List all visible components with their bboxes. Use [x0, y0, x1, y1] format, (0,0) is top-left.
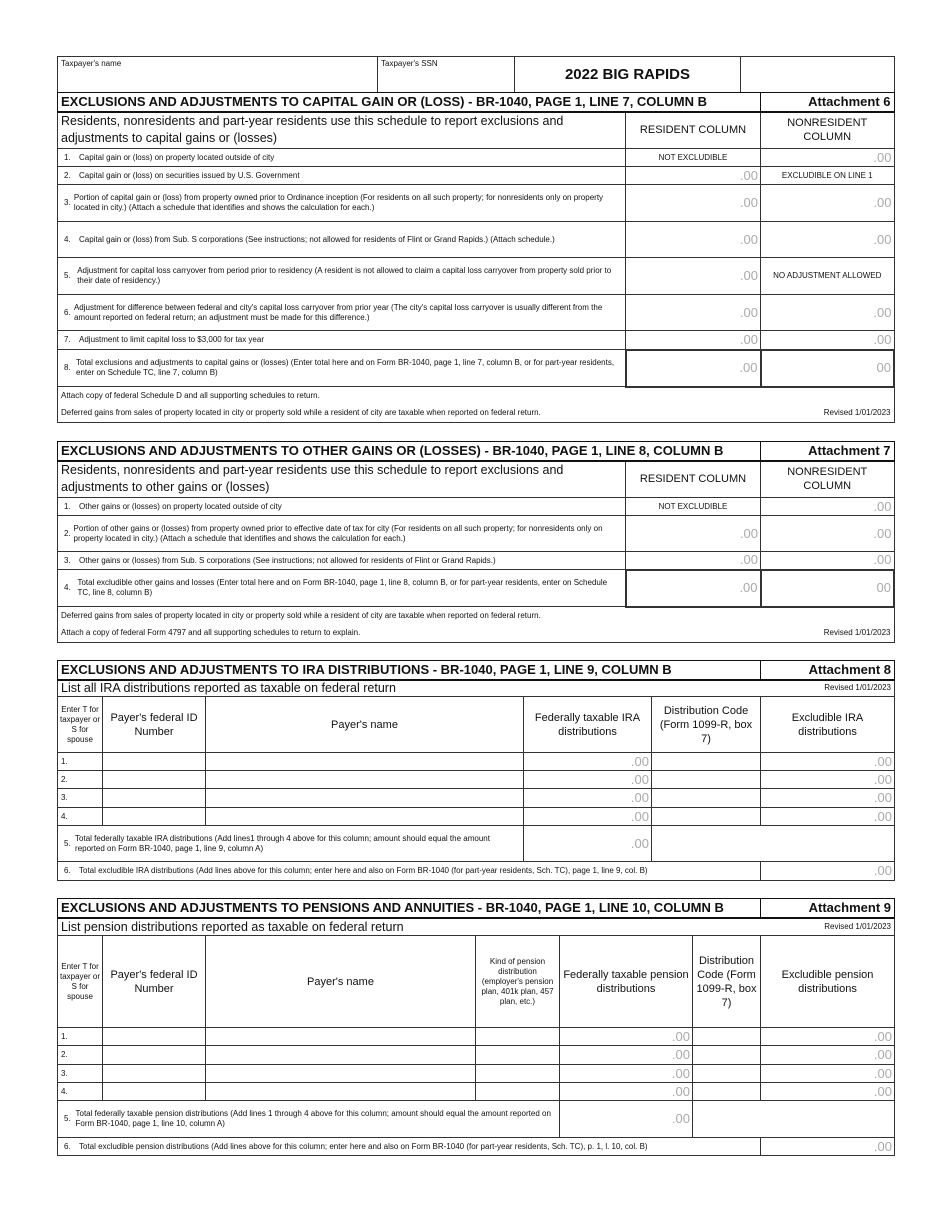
line-number: 3.: [64, 555, 71, 565]
note: Attach a copy of federal Form 4797 and all supporting schedules to return to explain.: [61, 628, 361, 638]
attachment-7-section: [57, 441, 895, 643]
resident-input[interactable]: .00: [626, 258, 761, 295]
col-distribution-code: Distribution Code (Form 1099-R, box 7): [652, 697, 761, 753]
table-row: [58, 1083, 895, 1101]
line-text: Portion of capital gain or (loss) from property owned prior to Ordinance inception (For residents on all such property; for nonresidents only on property located in city.) (Attach a schedule that identifies and shows the calculation for each.): [73, 193, 604, 212]
payer-id-input[interactable]: [103, 771, 206, 789]
form-title: 2022 BIG RAPIDS: [515, 57, 741, 93]
taxable-input[interactable]: .00: [560, 1028, 693, 1046]
excludible-input[interactable]: .00: [761, 1065, 895, 1083]
line-text: Total excludible IRA distributions (Add lines above for this column; enter here and also on Form BR-1040 (for part-year residents, Sch. TC), page 1, line 9, col. B): [79, 866, 648, 875]
table-row: [58, 149, 895, 167]
taxpayer-ssn-label: Taxpayer's SSN: [381, 59, 438, 68]
table-row: [58, 552, 895, 570]
line-text: Total excludible pension distributions (Add lines above for this column; enter here and also on Form BR-1040 (for part-year residents, Sch. TC), p. 1, l. 10, col. B): [79, 1141, 648, 1151]
line-number: 6.: [64, 866, 71, 875]
payer-name-input[interactable]: [206, 1083, 476, 1101]
payer-id-input[interactable]: [103, 1028, 206, 1046]
table-row: [58, 185, 895, 222]
taxable-input[interactable]: .00: [524, 771, 652, 789]
row-number[interactable]: 3.: [58, 789, 103, 808]
nonresident-column-header: NONRESIDENT COLUMN: [761, 461, 894, 498]
line-number: 1.: [64, 152, 71, 162]
code-input[interactable]: [693, 1028, 761, 1046]
resident-input[interactable]: .00: [626, 295, 761, 331]
line-number: 4.: [64, 234, 71, 244]
table-row: [58, 258, 895, 295]
nonresident-cell: EXCLUDIBLE ON LINE 1: [761, 167, 894, 185]
nonresident-input[interactable]: .00: [761, 498, 894, 516]
resident-column-header: RESIDENT COLUMN: [626, 112, 761, 149]
total-excludible-input[interactable]: .00: [761, 1138, 895, 1156]
table-row: [58, 826, 895, 862]
taxable-input[interactable]: .00: [560, 1065, 693, 1083]
line-number: 1.: [64, 501, 71, 511]
resident-input[interactable]: .00: [626, 167, 761, 185]
total-taxable-input[interactable]: .00: [560, 1101, 693, 1138]
nonresident-total-input[interactable]: 00: [761, 570, 894, 607]
note: Deferred gains from sales of property located in city or property sold while a resident of city are taxable when reported on federal return.: [61, 408, 541, 418]
nonresident-total-input[interactable]: 00: [761, 350, 894, 387]
attachment-6-section: [57, 92, 895, 423]
line-text: Capital gain or (loss) on property located outside of city: [79, 152, 275, 162]
col-taxpayer-spouse: Enter T for taxpayer or S for spouse: [58, 936, 103, 1028]
table-row: [58, 1101, 895, 1138]
table-row: [58, 516, 895, 552]
line-text: Adjustment for capital loss carryover from period prior to residency (A resident is not allowed to claim a capital loss carryover from property sold prior to their date of residency.): [77, 266, 612, 285]
nonresident-input[interactable]: .00: [761, 185, 894, 222]
taxpayer-name-field[interactable]: [58, 57, 378, 93]
line-text: Other gains or (losses) on property located outside of city: [79, 501, 282, 511]
note: Deferred gains from sales of property located in city or property sold while a resident of city are taxable when reported on federal return.: [58, 607, 895, 625]
section-title: EXCLUSIONS AND ADJUSTMENTS TO CAPITAL GAIN OR (LOSS) - BR-1040, PAGE 1, LINE 7, COLUMN B: [58, 93, 761, 112]
payer-name-input[interactable]: [206, 1065, 476, 1083]
section-subtitle: List pension distributions reported as taxable on federal return: [58, 918, 761, 936]
payer-id-input[interactable]: [103, 808, 206, 826]
col-payer-name: Payer's name: [206, 936, 476, 1028]
taxable-input[interactable]: .00: [560, 1046, 693, 1065]
col-taxpayer-spouse: Enter T for taxpayer or S for spouse: [58, 697, 103, 753]
nonresident-input[interactable]: .00: [761, 149, 894, 167]
table-row: [58, 1065, 895, 1083]
section-subtitle: List all IRA distributions reported as taxable on federal return: [58, 680, 761, 697]
resident-input[interactable]: .00: [626, 552, 761, 570]
resident-input[interactable]: .00: [626, 185, 761, 222]
taxpayer-name-label: Taxpayer's name: [61, 59, 122, 68]
kind-input[interactable]: [476, 1083, 560, 1101]
line-text: Total excludible other gains and losses (Enter total here and on Form BR-1040, page 1, line 8, column B, or for part-year residents, enter on Schedule TC, line 8, column B): [77, 578, 608, 597]
code-input[interactable]: [652, 771, 761, 789]
nonresident-cell: NO ADJUSTMENT ALLOWED: [761, 258, 894, 295]
revised-date: Revised 1/01/2023: [761, 680, 895, 697]
line-number: 7.: [64, 335, 71, 344]
table-row: [58, 808, 895, 826]
line-number: 5.: [64, 1114, 71, 1123]
line-number: 5.: [64, 271, 71, 280]
payer-id-input[interactable]: [103, 1046, 206, 1065]
revised-date: Revised 1/01/2023: [761, 918, 895, 936]
nonresident-input[interactable]: .00: [761, 222, 894, 258]
payer-id-input[interactable]: [103, 1065, 206, 1083]
line-text: Total exclusions and adjustments to capital gains or (losses) (Enter total here and on Form BR-1040, page 1, line 7, column B, or for part-year residents, enter on Schedule TC, line 7, column B): [76, 358, 615, 377]
form-header: [57, 56, 895, 93]
table-row: [58, 295, 895, 331]
payer-name-input[interactable]: [206, 753, 524, 771]
col-taxable: Federally taxable IRA distributions: [524, 697, 652, 753]
section-intro: Residents, nonresidents and part-year residents use this schedule to report exclusions and adjustments to capital gains or (losses): [58, 112, 626, 149]
payer-name-input[interactable]: [206, 771, 524, 789]
line-text: Adjustment for difference between federal and city's capital loss carryover from prior year (The city's capital loss carryover is usually different from the amount reported on federal return; an adjustment must be made for this difference.): [73, 302, 603, 322]
resident-input[interactable]: .00: [626, 331, 761, 350]
table-row: [58, 753, 895, 771]
attachment-label: Attachment 9: [761, 899, 895, 918]
row-number[interactable]: 4.: [58, 1083, 103, 1101]
column-headers: [58, 936, 895, 1028]
excludible-input[interactable]: .00: [761, 1046, 895, 1065]
col-excludible: Excludible IRA distributions: [761, 697, 895, 753]
line-number: 6.: [64, 1141, 71, 1151]
kind-input[interactable]: [476, 1028, 560, 1046]
revised-date: Revised 1/01/2023: [823, 628, 891, 638]
excludible-input[interactable]: .00: [761, 771, 895, 789]
payer-name-input[interactable]: [206, 1028, 476, 1046]
nonresident-input[interactable]: .00: [761, 295, 894, 331]
line-number: 2.: [64, 170, 71, 180]
excludible-input[interactable]: .00: [761, 789, 895, 808]
excludible-input[interactable]: .00: [761, 1028, 895, 1046]
column-headers: [58, 697, 895, 753]
code-input[interactable]: [652, 789, 761, 808]
line-text: Capital gain or (loss) on securities issued by U.S. Government: [79, 170, 300, 180]
kind-input[interactable]: [476, 1046, 560, 1065]
total-excludible-input[interactable]: .00: [761, 862, 895, 881]
resident-column-header: RESIDENT COLUMN: [626, 461, 761, 498]
line-number: 6.: [64, 307, 71, 317]
col-taxable: Federally taxable pension distributions: [560, 936, 693, 1028]
line-text: Total federally taxable pension distributions (Add lines 1 through 4 above for this column; amount should equal the amount reported on Form BR-1040, page 1, line 10, column A): [75, 1109, 551, 1128]
nonresident-input[interactable]: .00: [761, 331, 894, 350]
line-text: Capital gain or (loss) from Sub. S corporations (See instructions; not allowed for residents of Flint or Grand Rapids.) (Attach schedule.): [79, 234, 555, 244]
attachment-label: Attachment 8: [761, 661, 895, 680]
code-input[interactable]: [652, 753, 761, 771]
table-row: [58, 862, 895, 881]
table-row: [58, 222, 895, 258]
row-number[interactable]: 4.: [58, 808, 103, 826]
line-number: 8.: [64, 363, 71, 372]
resident-input[interactable]: .00: [626, 222, 761, 258]
table-row: [58, 498, 895, 516]
attachment-label: Attachment 7: [761, 442, 894, 461]
section-title: EXCLUSIONS AND ADJUSTMENTS TO OTHER GAINS OR (LOSSES) - BR-1040, PAGE 1, LINE 8, COLUMN B: [58, 442, 761, 461]
note: Attach copy of federal Schedule D and all supporting schedules to return.: [58, 387, 895, 405]
payer-id-input[interactable]: [103, 1083, 206, 1101]
row-number[interactable]: 3.: [58, 1065, 103, 1083]
table-row: [58, 1028, 895, 1046]
resident-total-input[interactable]: .00: [626, 570, 761, 607]
nonresident-input[interactable]: .00: [761, 516, 894, 552]
payer-name-input[interactable]: [206, 789, 524, 808]
taxable-input[interactable]: .00: [524, 808, 652, 826]
taxpayer-ssn-field[interactable]: [378, 57, 515, 93]
table-row: [58, 1138, 895, 1156]
col-payer-id: Payer's federal ID Number: [103, 936, 206, 1028]
section-title: EXCLUSIONS AND ADJUSTMENTS TO PENSIONS AND ANNUITIES - BR-1040, PAGE 1, LINE 10, COLUMN B: [58, 899, 761, 918]
row-number[interactable]: 1.: [58, 753, 103, 771]
resident-total-input[interactable]: .00: [626, 350, 761, 387]
attachment-label: Attachment 6: [761, 93, 894, 112]
col-kind-of-pension: Kind of pension distribution (employer's pension plan, 401k plan, 457 plan, etc.): [476, 936, 560, 1028]
line-number: 3.: [64, 198, 71, 207]
excludible-input[interactable]: .00: [761, 753, 895, 771]
taxable-input[interactable]: .00: [560, 1083, 693, 1101]
taxable-input[interactable]: .00: [524, 789, 652, 808]
table-row: [58, 789, 895, 808]
col-excludible: Excludible pension distributions: [761, 936, 895, 1028]
excludible-input[interactable]: .00: [761, 808, 895, 826]
col-payer-id: Payer's federal ID Number: [103, 697, 206, 753]
resident-cell: NOT EXCLUDIBLE: [626, 149, 761, 167]
blank-box: [741, 57, 895, 93]
row-number[interactable]: 2.: [58, 1046, 103, 1065]
table-row: [58, 771, 895, 789]
table-row: [58, 1046, 895, 1065]
total-taxable-input[interactable]: .00: [524, 826, 652, 862]
resident-cell: NOT EXCLUDIBLE: [626, 498, 761, 516]
table-row: [58, 570, 895, 607]
line-text: Adjustment to limit capital loss to $3,000 for tax year: [79, 335, 264, 344]
section-intro: Residents, nonresidents and part-year residents use this schedule to report exclusions and adjustments to other gains or (losses): [58, 461, 626, 498]
code-input[interactable]: [693, 1046, 761, 1065]
line-number: 2.: [64, 528, 71, 538]
payer-name-input[interactable]: [206, 808, 524, 826]
payer-id-input[interactable]: [103, 789, 206, 808]
section-title: EXCLUSIONS AND ADJUSTMENTS TO IRA DISTRIBUTIONS - BR-1040, PAGE 1, LINE 9, COLUMN B: [58, 661, 761, 680]
table-row: [58, 331, 895, 350]
line-text: Total federally taxable IRA distributions (Add lines1 through 4 above for this column; amount should equal the amount reported on Form BR-1040, page 1, line 9, column A): [75, 833, 490, 853]
line-text: Other gains or (losses) from Sub. S corporations (See instructions; not allowed for residents of Flint or Grand Rapids.): [79, 555, 496, 565]
revised-date: Revised 1/01/2023: [823, 408, 891, 418]
line-number: 4.: [64, 583, 71, 592]
row-number[interactable]: 2.: [58, 771, 103, 789]
line-number: 5.: [64, 838, 71, 848]
row-number[interactable]: 1.: [58, 1028, 103, 1046]
col-payer-name: Payer's name: [206, 697, 524, 753]
nonresident-column-header: NONRESIDENT COLUMN: [761, 112, 894, 149]
code-input[interactable]: [693, 1083, 761, 1101]
taxable-input[interactable]: .00: [524, 753, 652, 771]
attachment-8-section: [57, 660, 895, 881]
table-row: [58, 350, 895, 387]
payer-id-input[interactable]: [103, 753, 206, 771]
payer-name-input[interactable]: [206, 1046, 476, 1065]
excludible-input[interactable]: .00: [761, 1083, 895, 1101]
nonresident-input[interactable]: .00: [761, 552, 894, 570]
resident-input[interactable]: .00: [626, 516, 761, 552]
kind-input[interactable]: [476, 1065, 560, 1083]
col-distribution-code: Distribution Code (Form 1099-R, box 7): [693, 936, 761, 1028]
table-row: [58, 167, 895, 185]
code-input[interactable]: [652, 808, 761, 826]
code-input[interactable]: [693, 1065, 761, 1083]
attachment-9-section: [57, 898, 895, 1156]
line-text: Portion of other gains or (losses) from property owned prior to effective date of tax for city (For residents on all such property; for nonresidents only on property located in city.) (Attach a schedule that identifies and shows the calculation for each.): [73, 523, 603, 543]
